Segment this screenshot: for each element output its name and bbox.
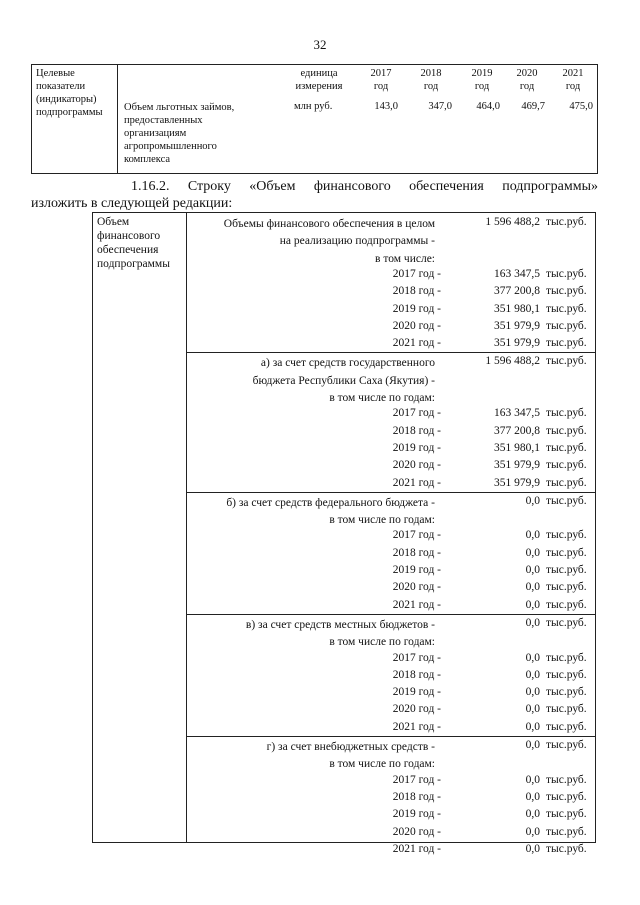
unit-label: тыс.руб. (546, 668, 587, 681)
section-heading-line: в том числе по годам: (329, 514, 435, 527)
year-label: 2020 год - (392, 459, 441, 472)
year-amount: 351 980,1 (494, 302, 540, 315)
year-label: 2018 год - (392, 668, 441, 681)
unit-header: единица измерения (295, 68, 343, 92)
unit-label: тыс.руб. (546, 790, 587, 803)
unit-label: тыс.руб. (546, 825, 587, 838)
year-amount: 377 200,8 (494, 285, 540, 298)
year-amount: 0,0 (525, 790, 540, 803)
year-label: 2017 год - (392, 267, 441, 280)
year-amount: 0,0 (525, 581, 540, 594)
year-label: 2019 год - (392, 564, 441, 576)
year-label: 2020 год - (392, 319, 441, 332)
section-heading-line: бюджета Республики Саха (Якутия) - (252, 374, 435, 387)
amendment-paragraph (31, 178, 598, 212)
year-amount: 0,0 (525, 825, 540, 838)
year-header: 2019 год (471, 68, 493, 92)
year-value: 464,0 (476, 101, 500, 112)
section-total: 1 596 488,2 (485, 216, 540, 228)
unit-label: тыс.руб. (546, 720, 587, 733)
unit-label: тыс.руб. (546, 319, 587, 332)
indicator-name: Объем льготных займов, предоставленных организациям агропромышленного комплекса (124, 102, 235, 165)
unit-label: тыс.руб. (546, 529, 587, 542)
paragraph-line: 1.16.2. Строку «Объем финансового обеспечения подпрограммы» (131, 179, 598, 194)
unit-label: тыс.руб. (546, 285, 587, 298)
paragraph-line: изложить в следующей редакции: (31, 196, 233, 211)
section-divider (186, 492, 595, 493)
section-heading-line: в том числе по годам: (329, 636, 435, 649)
year-amount: 0,0 (525, 703, 540, 716)
unit-label: тыс.руб. (546, 546, 587, 559)
year-amount: 0,0 (525, 651, 540, 664)
year-label: 2021 год - (392, 476, 441, 489)
year-amount: 0,0 (525, 720, 540, 733)
section-divider (186, 614, 595, 615)
section-heading-line: на реализацию подпрограммы - (279, 235, 435, 248)
row-label: Объем финансового обеспечения подпрограммы (97, 216, 170, 270)
year-label: 2019 год - (392, 302, 441, 315)
section-heading-line: Объемы финансового обеспечения в целом (223, 218, 435, 230)
year-amount: 0,0 (525, 686, 540, 699)
year-amount: 163 347,5 (494, 407, 540, 420)
year-label: 2017 год - (392, 773, 441, 786)
unit-label: тыс.руб. (546, 842, 587, 855)
year-label: 2021 год - (392, 337, 441, 350)
year-label: 2020 год - (392, 581, 441, 594)
year-amount: 0,0 (525, 598, 540, 611)
year-amount: 0,0 (525, 842, 540, 855)
year-value: 469,7 (521, 101, 545, 112)
year-label: 2021 год - (392, 842, 441, 855)
year-value: 143,0 (374, 101, 398, 112)
year-value: 347,0 (428, 101, 452, 112)
year-label: 2017 год - (392, 407, 441, 420)
year-amount: 0,0 (525, 564, 540, 576)
unit-label: тыс.руб. (546, 355, 587, 368)
column-divider (117, 65, 118, 173)
year-amount: 351 979,9 (494, 319, 540, 332)
section-total: 0,0 (525, 616, 540, 629)
unit-label: тыс.руб. (546, 564, 587, 576)
financing-table (92, 212, 596, 855)
row-label: Целевые показатели (индикаторы) подпрограммы (36, 68, 103, 118)
year-label: 2019 год - (392, 441, 441, 454)
year-amount: 0,0 (525, 529, 540, 542)
year-amount: 163 347,5 (494, 267, 540, 280)
year-label: 2018 год - (392, 424, 441, 437)
year-label: 2021 год - (392, 598, 441, 611)
unit-label: тыс.руб. (546, 459, 587, 472)
section-heading-line: в том числе: (375, 252, 435, 265)
section-heading-line: в) за счет средств местных бюджетов - (245, 618, 435, 631)
year-label: 2017 год - (392, 529, 441, 542)
year-label: 2020 год - (392, 825, 441, 838)
section-heading-line: б) за счет средств федерального бюджета - (226, 496, 435, 509)
year-amount: 0,0 (525, 668, 540, 681)
unit-label: тыс.руб. (546, 337, 587, 350)
unit-label: тыс.руб. (546, 651, 587, 664)
year-header: 2018 год (420, 68, 442, 92)
section-divider (186, 352, 595, 353)
unit-label: тыс.руб. (546, 441, 587, 454)
year-label: 2019 год - (392, 686, 441, 699)
unit-label: тыс.руб. (546, 267, 587, 280)
section-total: 0,0 (525, 494, 540, 507)
unit-label: тыс.руб. (546, 216, 587, 228)
year-amount: 351 979,9 (494, 476, 540, 489)
year-amount: 351 979,9 (494, 337, 540, 350)
unit-label: тыс.руб. (546, 476, 587, 489)
year-amount: 377 200,8 (494, 424, 540, 437)
year-amount: 0,0 (525, 808, 540, 821)
year-label: 2018 год - (392, 546, 441, 559)
unit-label: тыс.руб. (546, 703, 587, 716)
year-value: 475,0 (569, 101, 593, 112)
year-amount: 0,0 (525, 546, 540, 559)
unit-label: тыс.руб. (546, 581, 587, 594)
year-header: 2017 год (370, 68, 392, 92)
unit-label: тыс.руб. (546, 739, 587, 751)
unit-label: тыс.руб. (546, 598, 587, 611)
page-number: 32 (313, 37, 327, 52)
section-heading-line: в том числе по годам: (329, 392, 435, 404)
unit-label: тыс.руб. (546, 407, 587, 420)
year-header: 2021 год (562, 68, 584, 92)
year-label: 2018 год - (392, 285, 441, 298)
year-label: 2019 год - (392, 808, 441, 821)
unit-value: млн руб. (294, 101, 333, 112)
unit-label: тыс.руб. (546, 616, 587, 629)
year-label: 2020 год - (392, 703, 441, 716)
year-amount: 0,0 (525, 773, 540, 786)
section-divider (186, 736, 595, 737)
section-heading-line: в том числе по годам: (329, 758, 435, 771)
section-total: 0,0 (525, 739, 540, 751)
section-total: 1 596 488,2 (485, 355, 540, 368)
year-label: 2018 год - (392, 790, 441, 803)
target-indicators-table (31, 64, 598, 174)
year-amount: 351 980,1 (494, 441, 540, 454)
year-header: 2020 год (516, 68, 538, 92)
year-label: 2017 год - (392, 651, 441, 664)
unit-label: тыс.руб. (546, 773, 587, 786)
unit-label: тыс.руб. (546, 808, 587, 821)
section-heading-line: а) за счет средств государственного (260, 357, 435, 370)
year-amount: 351 979,9 (494, 459, 540, 472)
unit-label: тыс.руб. (546, 686, 587, 699)
section-heading-line: г) за счет внебюджетных средств - (266, 741, 435, 753)
unit-label: тыс.руб. (546, 302, 587, 315)
unit-label: тыс.руб. (546, 494, 587, 507)
year-label: 2021 год - (392, 720, 441, 733)
unit-label: тыс.руб. (546, 424, 587, 437)
